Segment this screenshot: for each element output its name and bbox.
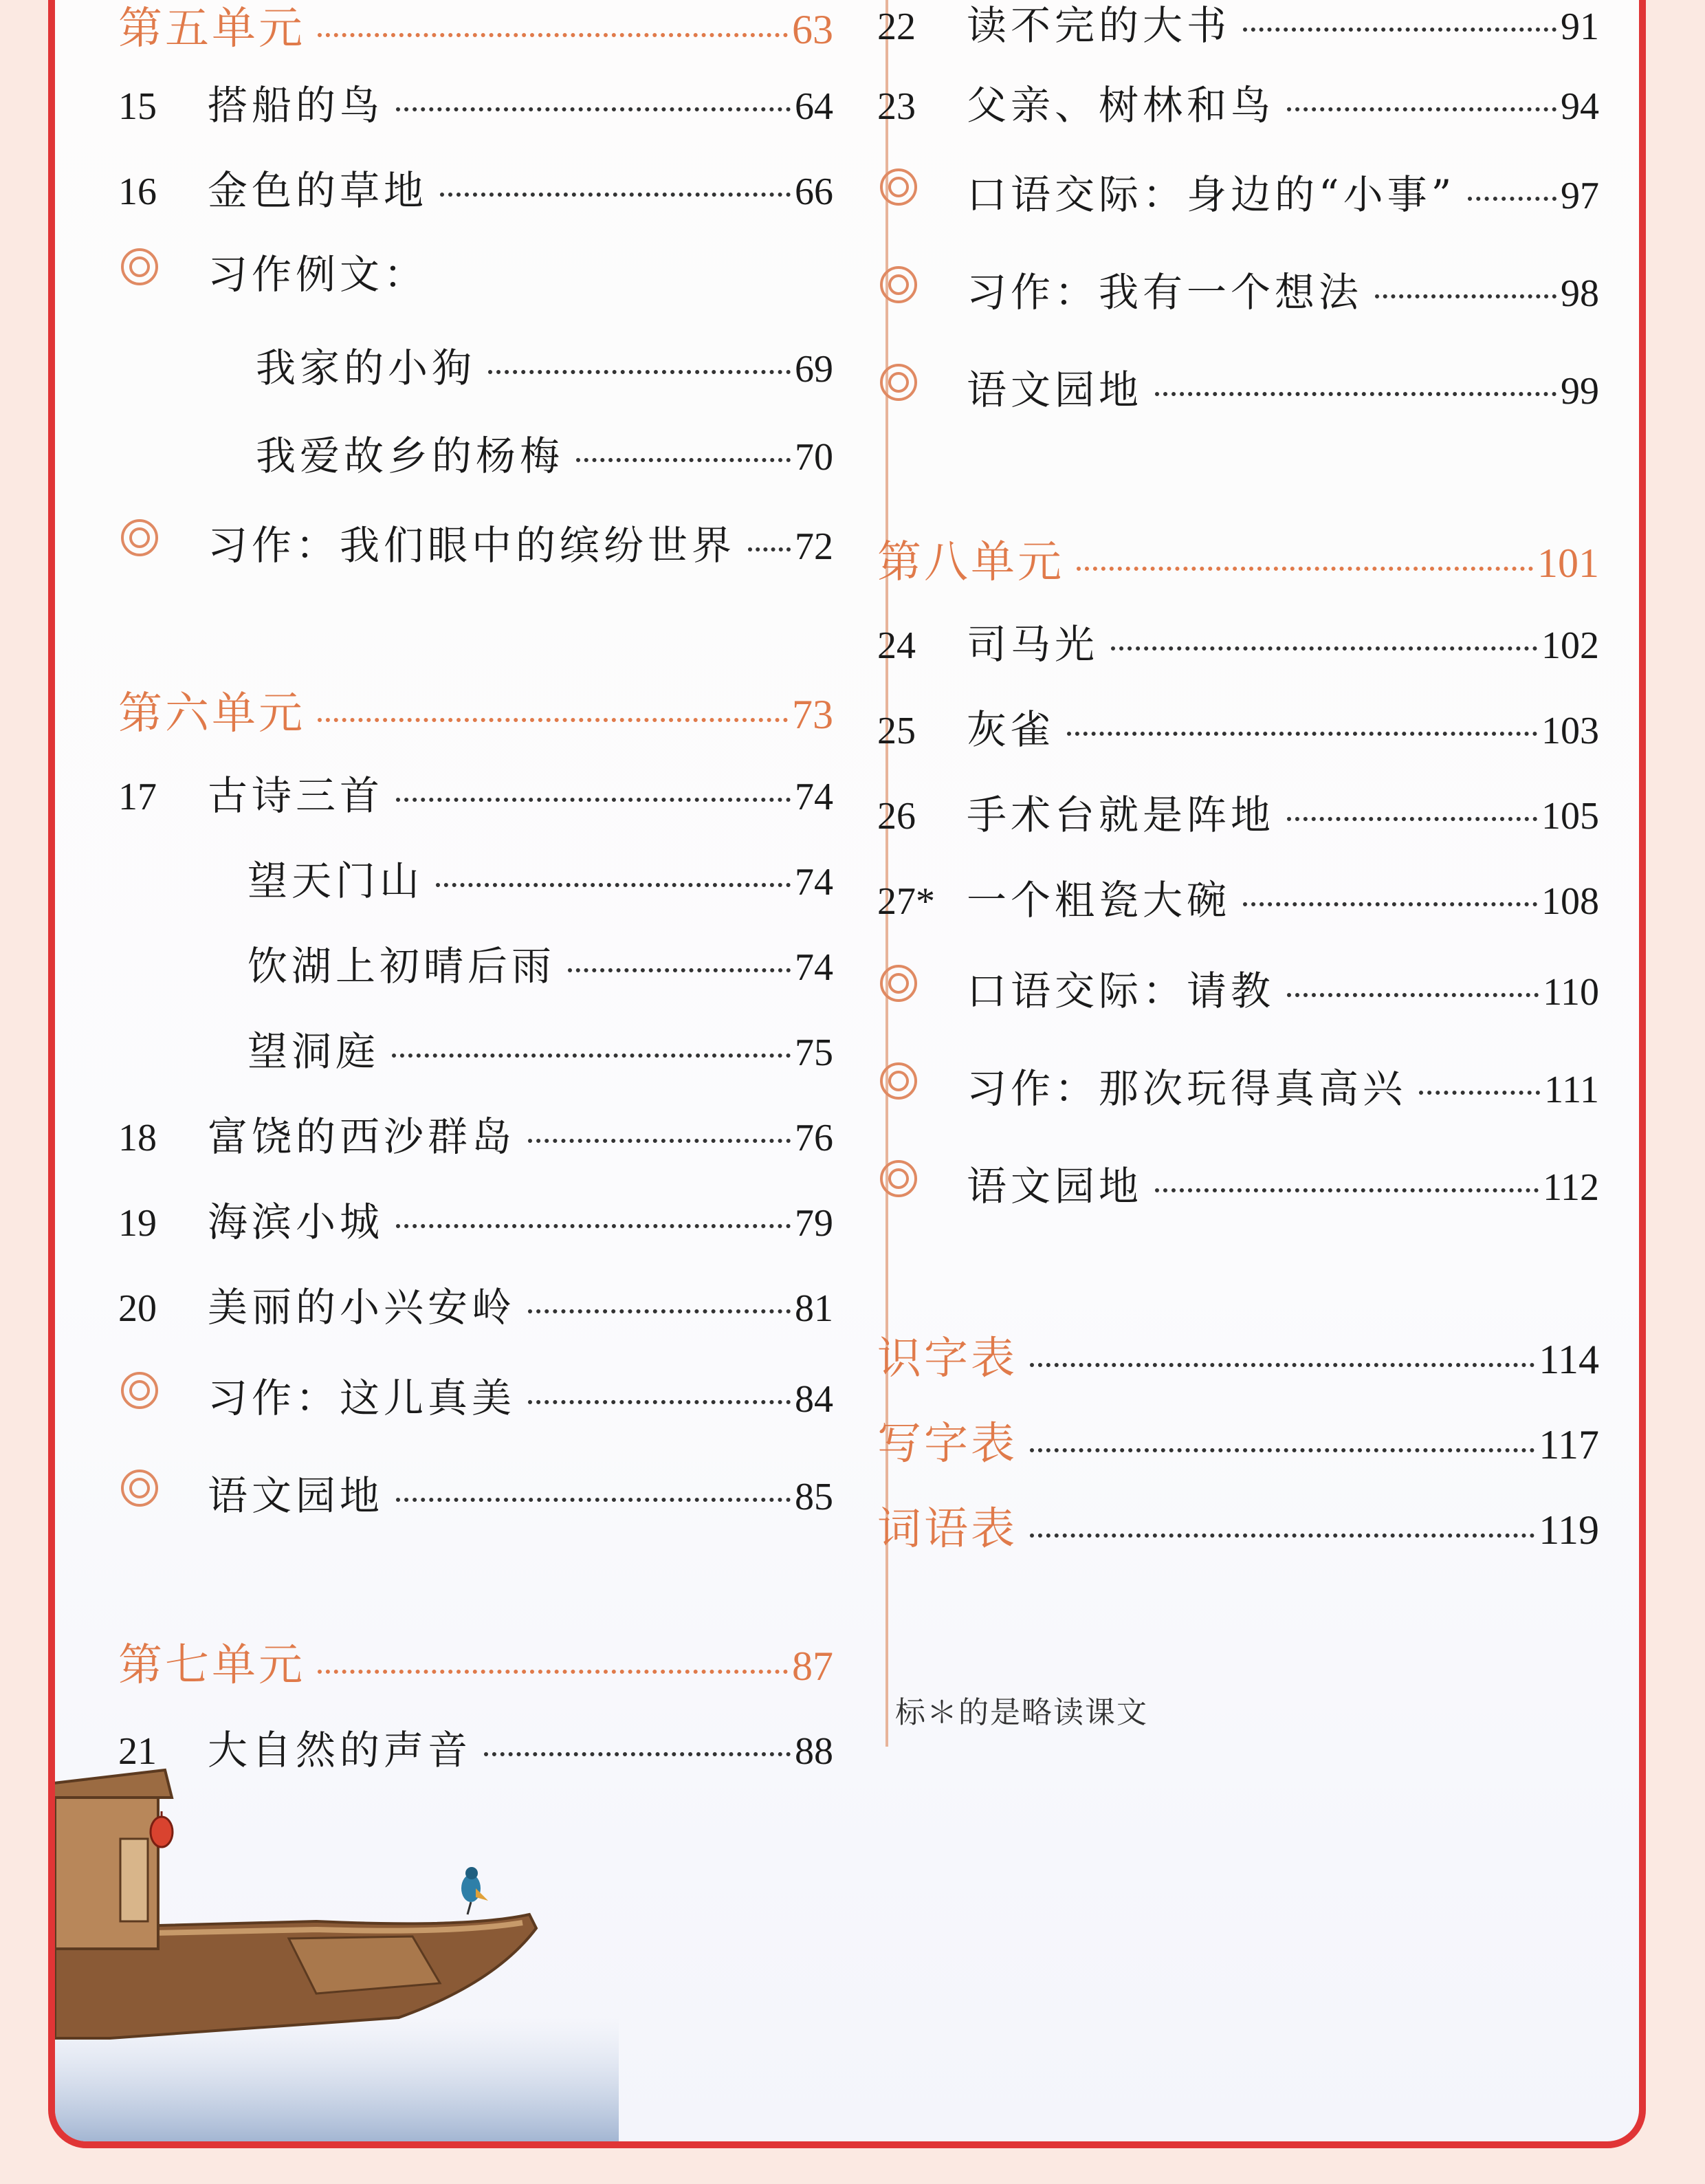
section-title: 语文园地 — [967, 367, 1143, 413]
unit-title: 第五单元 — [118, 3, 305, 54]
page-number: 85 — [795, 1476, 833, 1518]
lesson-number: 16 — [118, 171, 157, 213]
page-number: 73 — [792, 692, 833, 737]
leader-dots — [440, 193, 791, 197]
section-title: 习作：我们眼中的缤纷世界 — [208, 522, 736, 569]
lesson-title: 父亲、树林和鸟 — [967, 82, 1275, 129]
page-number: 64 — [795, 85, 833, 128]
page-number: 114 — [1539, 1337, 1599, 1382]
section-title: 口语交际：身边的“小事” — [967, 171, 1456, 218]
leader-dots — [1030, 1448, 1534, 1452]
toc-entry[interactable] — [877, 0, 1599, 51]
double-circle-icon — [118, 519, 208, 559]
page-number: 98 — [1561, 272, 1599, 315]
page-number: 74 — [795, 861, 833, 904]
unit6-heading[interactable] — [118, 678, 833, 741]
double-circle-icon — [118, 1372, 208, 1412]
double-circle-icon — [118, 248, 208, 288]
table-title: 识字表 — [877, 1333, 1018, 1384]
page-number: 111 — [1544, 1069, 1599, 1111]
section-title: 口语交际：请教 — [967, 968, 1275, 1014]
leader-dots — [318, 33, 788, 37]
page-number: 103 — [1541, 710, 1599, 752]
toc-entry[interactable] — [877, 73, 1599, 131]
page-number: 66 — [795, 171, 833, 213]
page-number: 108 — [1541, 880, 1599, 923]
page-number: 81 — [795, 1287, 833, 1330]
leader-dots — [528, 1309, 791, 1313]
leader-dots — [392, 1053, 791, 1058]
page-number: 97 — [1561, 175, 1599, 217]
leader-dots — [1243, 902, 1537, 906]
page-number: 76 — [795, 1117, 833, 1159]
page-number: 99 — [1561, 370, 1599, 413]
page-number: 69 — [795, 348, 833, 391]
double-circle-icon — [877, 168, 967, 208]
unit-title: 第七单元 — [118, 1640, 305, 1691]
table-entry[interactable] — [877, 1323, 1599, 1386]
table-title: 写字表 — [877, 1419, 1018, 1470]
leader-dots — [1468, 197, 1556, 201]
leader-dots — [528, 1139, 791, 1143]
lesson-title: 大自然的声音 — [208, 1727, 472, 1773]
poem-title: 望天门山 — [248, 858, 424, 904]
lesson-title: 海滨小城 — [208, 1199, 384, 1245]
toc-entry[interactable] — [877, 612, 1599, 670]
leader-dots — [1375, 294, 1556, 298]
toc-entry-example[interactable] — [118, 242, 833, 300]
lesson-title: 美丽的小兴安岭 — [208, 1284, 516, 1331]
page-number: 112 — [1543, 1166, 1599, 1209]
poem-title: 望洞庭 — [248, 1028, 380, 1075]
toc-entry-writing[interactable] — [118, 1366, 833, 1423]
page-number: 91 — [1561, 6, 1599, 48]
lesson-number: 15 — [118, 85, 157, 128]
lesson-title: 搭船的鸟 — [208, 82, 384, 129]
lesson-title: 灰雀 — [967, 706, 1055, 753]
double-circle-icon — [877, 266, 967, 306]
section-title: 习作：那次玩得真高兴 — [967, 1065, 1407, 1112]
unit-title: 第八单元 — [877, 537, 1064, 588]
leader-dots — [396, 1498, 791, 1502]
toc-entry[interactable] — [118, 73, 833, 131]
lesson-title: 富饶的西沙群岛 — [208, 1113, 516, 1160]
page-number: 105 — [1541, 795, 1599, 838]
toc-entry[interactable] — [877, 783, 1599, 840]
toc-entry[interactable] — [118, 763, 833, 821]
page-number: 94 — [1561, 85, 1599, 128]
lesson-title: 司马光 — [967, 621, 1099, 668]
boat-illustration — [55, 1756, 619, 2141]
subentry-title: 我家的小狗 — [256, 345, 476, 391]
lesson-number: 19 — [118, 1202, 157, 1245]
section-title: 习作例文： — [208, 251, 428, 298]
double-circle-icon — [118, 1470, 208, 1509]
page-number: 119 — [1539, 1507, 1599, 1553]
leader-dots — [396, 1224, 791, 1228]
lesson-title: 读不完的大书 — [967, 2, 1231, 49]
leader-dots — [1287, 993, 1539, 997]
lesson-number: 21 — [118, 1730, 157, 1773]
unit7-heading[interactable] — [118, 1630, 833, 1693]
leader-dots — [318, 1670, 788, 1674]
page-number: 87 — [792, 1644, 833, 1689]
lesson-number: 24 — [877, 624, 916, 667]
page-number: 63 — [792, 7, 833, 52]
leader-dots — [576, 458, 791, 462]
lesson-title: 金色的草地 — [208, 167, 428, 214]
toc-entry[interactable] — [877, 697, 1599, 755]
leader-dots — [396, 798, 791, 802]
unit5-heading[interactable] — [118, 0, 833, 56]
toc-entry-writing[interactable] — [877, 1056, 1599, 1114]
subentry-title: 我爱故乡的杨梅 — [256, 433, 564, 479]
leader-dots — [1155, 392, 1556, 396]
leader-dots — [1030, 1533, 1534, 1538]
table-entry[interactable] — [877, 1494, 1599, 1557]
leader-dots — [1111, 646, 1537, 651]
leader-dots — [1243, 28, 1556, 32]
page-number: 74 — [795, 946, 833, 989]
section-title: 语文园地 — [967, 1163, 1143, 1210]
toc-subentry[interactable] — [248, 1019, 833, 1077]
table-title: 词语表 — [877, 1504, 1018, 1555]
toc-entry[interactable] — [118, 158, 833, 216]
toc-entry-garden[interactable] — [118, 1463, 833, 1521]
leader-dots — [436, 883, 791, 887]
page-number: 117 — [1539, 1422, 1599, 1467]
lesson-title: 手术台就是阵地 — [967, 791, 1275, 838]
page-number: 88 — [795, 1730, 833, 1773]
leader-dots — [318, 718, 788, 722]
toc-entry-writing[interactable] — [877, 260, 1599, 318]
leader-dots — [1419, 1091, 1540, 1095]
leader-dots — [1067, 732, 1537, 736]
section-title: 语文园地 — [208, 1472, 384, 1519]
lesson-number: 27* — [877, 880, 935, 923]
leader-dots — [1287, 817, 1537, 821]
double-circle-icon — [877, 364, 967, 404]
section-title: 习作：这儿真美 — [208, 1375, 516, 1421]
section-title: 习作：我有一个想法 — [967, 269, 1363, 316]
page-number: 72 — [795, 525, 833, 568]
toc-entry-garden[interactable] — [877, 1154, 1599, 1212]
leader-dots — [748, 547, 791, 552]
leader-dots — [1155, 1188, 1539, 1192]
lesson-title: 一个粗瓷大碗 — [967, 877, 1231, 924]
toc-entry-oral[interactable] — [877, 162, 1599, 220]
leader-dots — [1077, 567, 1533, 571]
leader-dots — [1030, 1363, 1534, 1367]
toc-entry[interactable] — [118, 1190, 833, 1247]
toc-subentry[interactable] — [248, 934, 833, 992]
toc-subentry[interactable] — [248, 849, 833, 906]
poem-title: 饮湖上初晴后雨 — [248, 943, 556, 990]
unit8-heading[interactable] — [877, 527, 1599, 590]
leader-dots — [528, 1400, 791, 1404]
toc-entry[interactable] — [118, 1104, 833, 1162]
toc-subentry[interactable] — [256, 424, 833, 481]
double-circle-icon — [877, 965, 967, 1005]
footnote: 标＊的是略读课文 — [895, 1695, 1148, 1730]
leader-dots — [568, 968, 791, 972]
page-frame — [48, 0, 1646, 2148]
lesson-number: 20 — [118, 1287, 157, 1330]
toc-entry-writing[interactable] — [118, 513, 833, 571]
lesson-number: 22 — [877, 6, 916, 48]
page-number: 70 — [795, 436, 833, 479]
lesson-number: 18 — [118, 1117, 157, 1159]
page-number: 75 — [795, 1031, 833, 1074]
toc-subentry[interactable] — [256, 336, 833, 393]
lesson-number: 26 — [877, 795, 916, 838]
toc-entry[interactable] — [118, 1275, 833, 1333]
table-entry[interactable] — [877, 1408, 1599, 1472]
leader-dots — [1287, 107, 1556, 111]
toc-entry-oral[interactable] — [877, 959, 1599, 1016]
page-number: 79 — [795, 1202, 833, 1245]
page-number: 84 — [795, 1378, 833, 1421]
page-number: 101 — [1537, 540, 1599, 586]
page-number: 74 — [795, 776, 833, 818]
toc-entry-garden[interactable] — [877, 358, 1599, 415]
double-circle-icon — [877, 1160, 967, 1200]
page-number: 102 — [1541, 624, 1599, 667]
double-circle-icon — [877, 1062, 967, 1102]
toc-entry[interactable] — [877, 868, 1599, 926]
lesson-number: 25 — [877, 710, 916, 752]
page-number: 110 — [1543, 971, 1599, 1014]
unit-title: 第六单元 — [118, 688, 305, 739]
leader-dots — [488, 370, 791, 374]
lesson-number: 17 — [118, 776, 157, 818]
lesson-title: 古诗三首 — [208, 772, 384, 819]
leader-dots — [396, 107, 791, 111]
lesson-number: 23 — [877, 85, 916, 128]
